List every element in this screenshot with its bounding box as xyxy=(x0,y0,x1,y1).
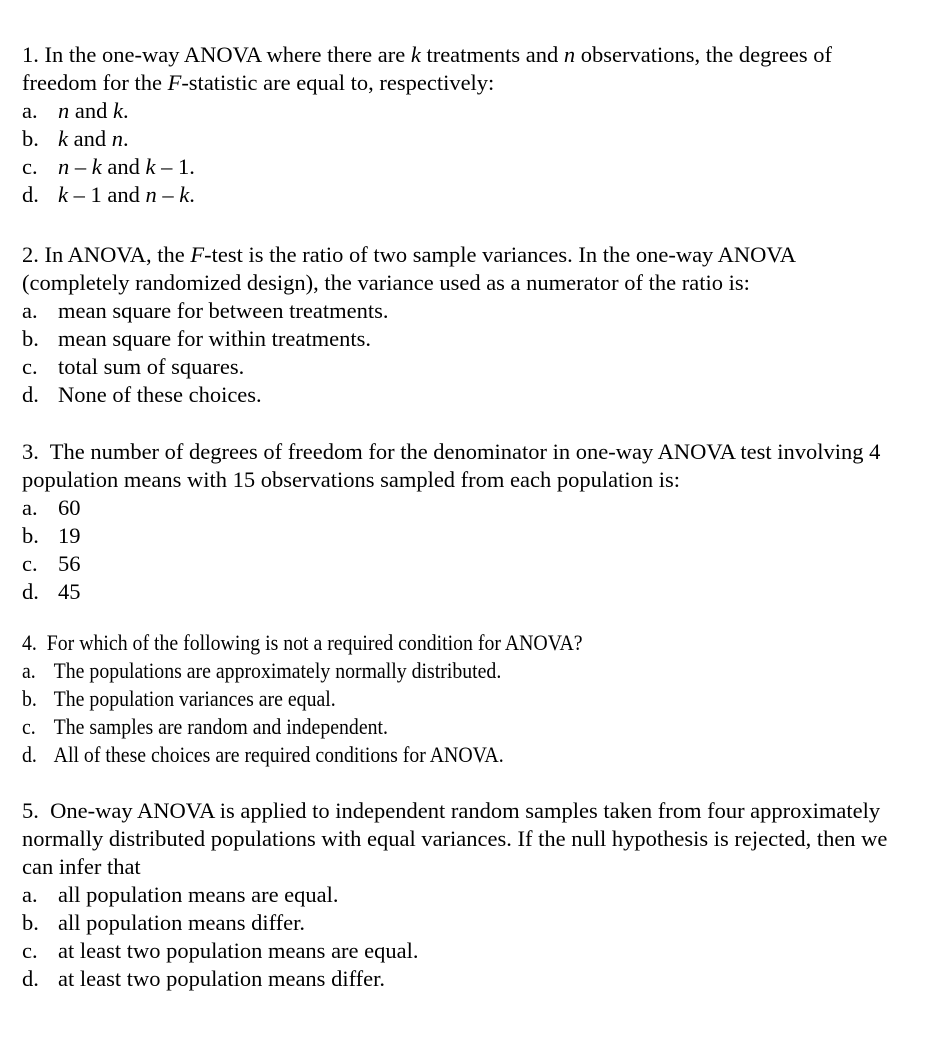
question-number: 2. xyxy=(22,242,39,267)
option-letter: b. xyxy=(22,686,37,711)
option-d[interactable] xyxy=(22,381,906,409)
question-5-options xyxy=(22,881,906,993)
option-letter: d. xyxy=(22,382,39,407)
question-2 xyxy=(22,241,906,409)
option-letter: b. xyxy=(22,326,39,351)
option-text: None of these choices. xyxy=(58,382,262,407)
option-a[interactable] xyxy=(22,881,906,909)
question-3-stem xyxy=(22,438,906,494)
option-text: mean square for between treatments. xyxy=(58,298,389,323)
stem-text: treatments and xyxy=(420,42,564,67)
question-5 xyxy=(22,797,906,993)
question-1-options xyxy=(22,97,906,209)
variable-f: F xyxy=(190,242,205,267)
option-letter: d. xyxy=(22,742,37,767)
option-b[interactable] xyxy=(22,325,906,353)
option-letter: a. xyxy=(22,298,38,323)
option-c[interactable] xyxy=(22,153,906,181)
question-number: 5. xyxy=(22,798,39,823)
option-text: The populations are approximately normally distributed. xyxy=(53,658,502,683)
option-d[interactable] xyxy=(22,741,906,769)
option-letter: d. xyxy=(22,579,39,604)
option-text: all population means are equal. xyxy=(58,882,339,907)
option-text: n and k. xyxy=(58,98,129,123)
option-d[interactable] xyxy=(22,181,906,209)
variable-n: n xyxy=(563,42,576,67)
question-3 xyxy=(22,438,906,606)
option-letter: c. xyxy=(22,938,38,963)
stem-text: The number of degrees of freedom for the denominator in one-way ANOVA test involving 4 population means with 15 observations sampled from each population is: xyxy=(22,439,886,492)
option-c[interactable] xyxy=(22,353,906,381)
option-letter: c. xyxy=(22,154,38,179)
option-text: mean square for within treatments. xyxy=(58,326,372,351)
option-letter: c. xyxy=(22,354,38,379)
option-text: 56 xyxy=(58,551,81,576)
option-b[interactable] xyxy=(22,909,906,937)
option-text: at least two population means differ. xyxy=(58,966,386,991)
option-a[interactable] xyxy=(22,297,906,325)
option-a[interactable] xyxy=(22,494,906,522)
question-4-stem xyxy=(22,629,906,657)
option-b[interactable] xyxy=(22,522,906,550)
question-1-stem xyxy=(22,41,906,97)
question-5-stem xyxy=(22,797,906,881)
option-a[interactable] xyxy=(22,657,906,685)
option-c[interactable] xyxy=(22,937,906,965)
question-2-stem xyxy=(22,241,906,297)
question-1 xyxy=(22,41,906,209)
option-letter: a. xyxy=(22,882,38,907)
stem-text: In ANOVA, the xyxy=(44,242,191,267)
question-4 xyxy=(22,629,906,769)
option-text: at least two population means are equal. xyxy=(58,938,419,963)
option-letter: c. xyxy=(22,551,38,576)
question-number: 3. xyxy=(22,439,39,464)
option-text: The population variances are equal. xyxy=(53,686,336,711)
option-letter: c. xyxy=(22,714,36,739)
option-text: 45 xyxy=(58,579,81,604)
option-a[interactable] xyxy=(22,97,906,125)
variable-k: k xyxy=(410,42,421,67)
stem-text: -statistic are equal to, respectively: xyxy=(181,70,495,95)
variable-f: F xyxy=(167,70,182,95)
question-number: 1. xyxy=(22,42,39,67)
question-2-options xyxy=(22,297,906,409)
option-text: total sum of squares. xyxy=(58,354,245,379)
question-3-options xyxy=(22,494,906,606)
question-number: 4. xyxy=(22,630,37,655)
option-letter: d. xyxy=(22,966,39,991)
option-letter: a. xyxy=(22,98,38,123)
option-letter: b. xyxy=(22,523,39,548)
option-text: 60 xyxy=(58,495,81,520)
option-text: k – 1 and n – k. xyxy=(58,182,195,207)
option-letter: d. xyxy=(22,182,39,207)
option-c[interactable] xyxy=(22,713,906,741)
option-d[interactable] xyxy=(22,965,906,993)
option-text: n – k and k – 1. xyxy=(58,154,195,179)
option-d[interactable] xyxy=(22,578,906,606)
option-text: The samples are random and independent. xyxy=(53,714,388,739)
stem-text: -test is the ratio of two sample variances. In the one-way ANOVA (completely randomized design), the variance used as a numerator of the ratio is: xyxy=(22,242,801,295)
option-text: 19 xyxy=(58,523,81,548)
question-4-options xyxy=(22,657,906,769)
option-c[interactable] xyxy=(22,550,906,578)
option-text: k and n. xyxy=(58,126,129,151)
option-text: all population means differ. xyxy=(58,910,306,935)
stem-text: observations, the degrees of freedom for the xyxy=(22,42,838,95)
option-letter: b. xyxy=(22,910,39,935)
stem-text: In the one-way ANOVA where there are xyxy=(44,42,411,67)
option-text: All of these choices are required conditions for ANOVA. xyxy=(53,742,504,767)
stem-text: One-way ANOVA is applied to independent random samples taken from four approximately normally distributed populations with equal variances. If the null hypothesis is rejected, then we can infer that xyxy=(22,798,894,879)
stem-text: For which of the following is not a required condition for ANOVA? xyxy=(46,630,583,655)
option-b[interactable] xyxy=(22,685,906,713)
option-letter: a. xyxy=(22,495,38,520)
option-b[interactable] xyxy=(22,125,906,153)
option-letter: b. xyxy=(22,126,39,151)
option-letter: a. xyxy=(22,658,36,683)
